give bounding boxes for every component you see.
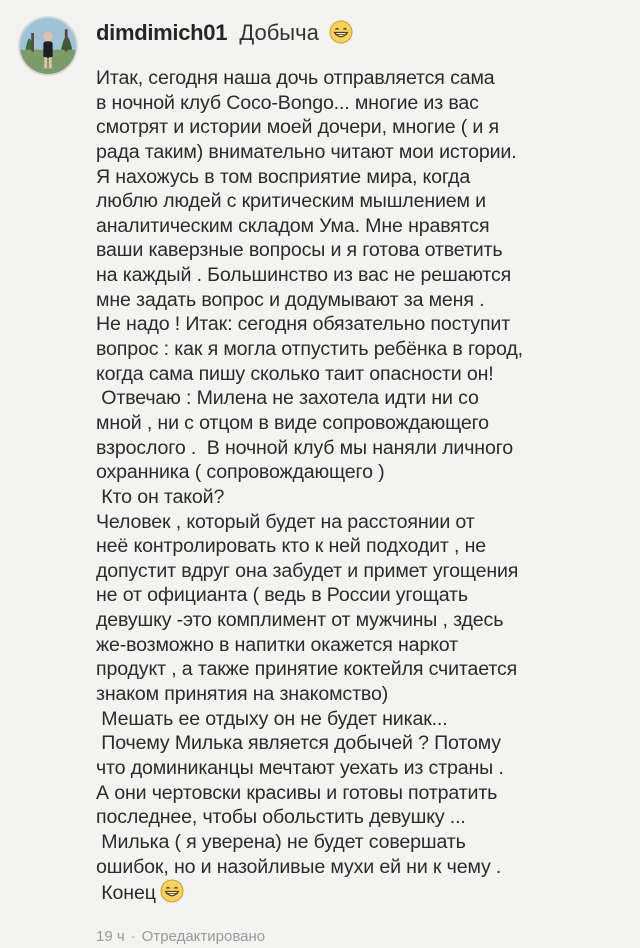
- caption-line: не от официанта ( ведь в России угощать: [96, 584, 468, 607]
- post-footer: [96, 928, 265, 945]
- caption-line: аналитическим складом Ума. Мне нравятся: [96, 214, 490, 237]
- caption-line: Итак, сегодня наша дочь отправляется сама: [96, 67, 495, 89]
- caption-title: Добыча: [239, 20, 319, 45]
- caption-line: Почему Милька является добычей ? Потому: [96, 732, 501, 755]
- caption-line-last: [96, 879, 616, 904]
- caption-line: люблю людей с критическим мышлением и: [96, 190, 486, 213]
- caption-line: допустит вдруг она забудет и примет угощения: [96, 559, 519, 582]
- caption-line: мне задать вопрос и додумывают за меня .: [96, 288, 485, 311]
- caption-body: [96, 66, 616, 904]
- caption-line: ошибок, но и назойливые мухи ей ни к чему .: [96, 855, 502, 878]
- caption-line: мной , ни с отцом в виде сопровождающего: [96, 411, 489, 434]
- caption-line: взрослого . В ночной клуб мы наняли личного: [96, 436, 514, 459]
- caption-line: смотрят и истории моей дочери, многие ( и я: [96, 116, 499, 139]
- post-header: [96, 18, 353, 48]
- caption-line: последнее, чтобы обольстить девушку ...: [96, 806, 466, 829]
- caption-line: когда сама пишу сколько таит опасности он!: [96, 362, 494, 385]
- caption-line: охранника ( сопровождающего ): [96, 461, 385, 484]
- timestamp[interactable]: 19 ч: [96, 928, 125, 945]
- username-link[interactable]: dimdimich01: [96, 20, 228, 45]
- grinning-face-emoji-icon: [329, 20, 353, 44]
- caption-line: рада таким) внимательно читают мои истории.: [96, 140, 517, 163]
- grinning-face-emoji-icon: [160, 879, 184, 903]
- caption-line: в ночной клуб Coco-Bongo... многие из вас: [96, 91, 479, 114]
- separator: ·: [130, 928, 136, 945]
- caption-line: неё контролировать кто к ней подходит , не: [96, 535, 487, 558]
- avatar[interactable]: [18, 16, 78, 76]
- caption-line: продукт , а также принятие коктейля считается: [96, 658, 518, 681]
- caption-line: вопрос : как я могла отпустить ребёнка в город,: [96, 338, 523, 361]
- caption-line: Милька ( я уверена) не будет совершать: [96, 830, 466, 853]
- caption-line: А они чертовски красивы и готовы потратить: [96, 781, 498, 804]
- caption-line: на каждый . Большинство из вас не решаются: [96, 264, 512, 287]
- caption-line: Не надо ! Итак: сегодня обязательно поступит: [96, 313, 511, 336]
- avatar-photo-icon: [20, 18, 76, 74]
- caption-line: что доминиканцы мечтают уехать из страны .: [96, 756, 504, 779]
- caption-line-text: Конец: [96, 882, 156, 905]
- caption-line: Кто он такой?: [96, 485, 225, 508]
- edited-label: Отредактировано: [141, 928, 266, 945]
- caption-line: Мешать ее отдыху он не будет никак...: [96, 707, 448, 730]
- caption-line: Человек , который будет на расстоянии от: [96, 510, 475, 533]
- caption-line: знаком принятия на знакомство): [96, 683, 389, 706]
- caption-line: ваши каверзные вопросы и я готова ответить: [96, 239, 503, 262]
- caption-line: девушку -это комплимент от мужчины , здесь: [96, 609, 504, 632]
- caption-line: Отвечаю : Милена не захотела идти ни со: [96, 387, 479, 410]
- caption-line: же-возможно в напитки окажется наркот: [96, 633, 458, 656]
- caption-line: Я нахожусь в том восприятие мира, когда: [96, 165, 471, 188]
